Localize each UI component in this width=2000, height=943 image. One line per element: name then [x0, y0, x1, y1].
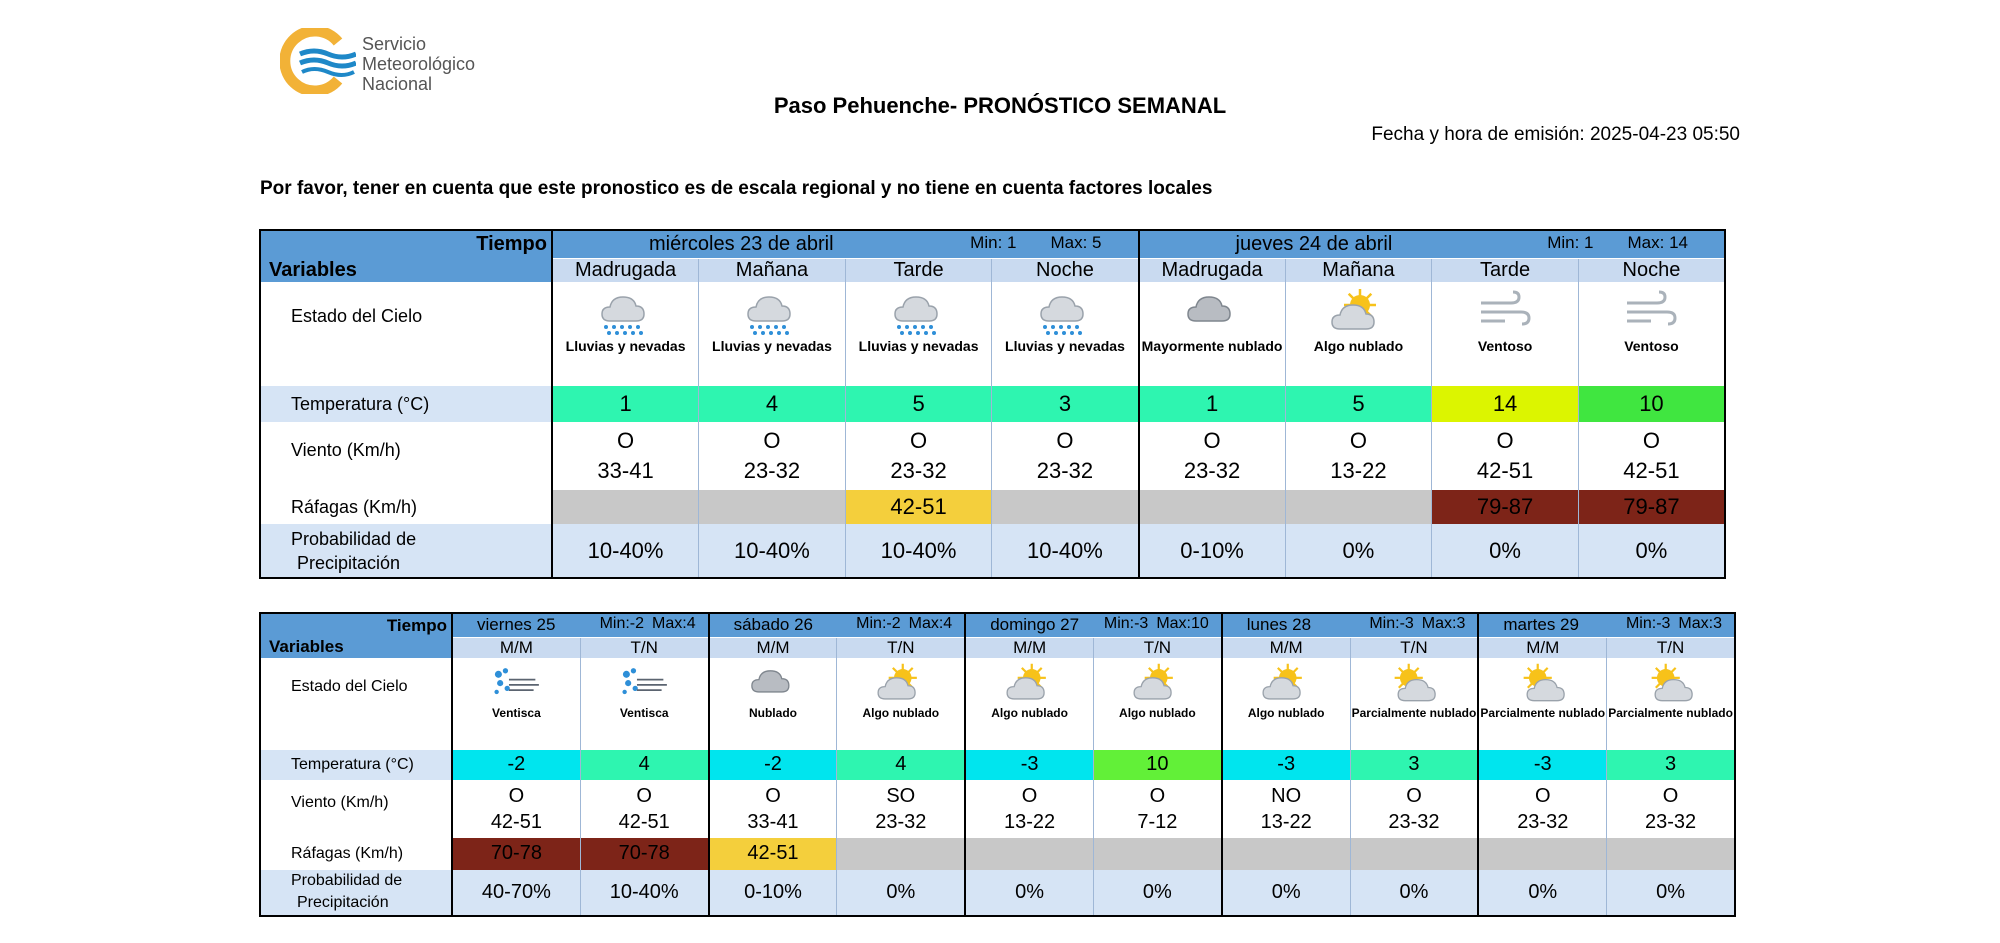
precipitation-cell: 10-40% [699, 524, 846, 578]
temperature-cell: -2 [452, 750, 580, 780]
period-header: T/N [1093, 637, 1221, 658]
sky-cell [1285, 282, 1432, 386]
sky-description: Algo nublado [1313, 338, 1404, 354]
gusts-cell: 70-78 [452, 838, 580, 870]
temperature-cell: 3 [1350, 750, 1478, 780]
blizzard-icon [617, 662, 671, 706]
precipitation-label-line2: Precipitación [297, 894, 389, 911]
precipitation-cell: 0% [1432, 524, 1579, 578]
sky-description: Parcialmente nublado [1608, 705, 1733, 720]
logo-line-3: Nacional [362, 74, 433, 94]
gusts-cell [1222, 838, 1350, 870]
day-max: Max:4 [908, 615, 953, 633]
day-name: jueves 24 de abril [1235, 232, 1393, 255]
sky-cell [1578, 282, 1725, 386]
period-header: Madrugada [1139, 258, 1286, 282]
wind-speed: 23-32 [743, 458, 801, 483]
wind-label: Viento (Km/h) [291, 793, 389, 811]
day-min: Min:-2 [599, 615, 645, 633]
gusts-cell [699, 490, 846, 524]
day-min: Min: 1 [1547, 232, 1594, 252]
day-min: Min:-2 [856, 615, 901, 633]
period-header: T/N [580, 637, 708, 658]
sky-cell [452, 658, 580, 750]
tiempo-header: Tiempo [260, 613, 452, 637]
rain-snow-icon [596, 286, 656, 338]
rain-snow-icon [1035, 286, 1095, 338]
regional-notice: Por favor, tener en cuenta que este pronostico es de escala regional y no tiene en cuenta factores locales [260, 178, 1213, 199]
wind-direction: O [508, 784, 525, 807]
day-min: Min:-3 [1625, 615, 1671, 633]
period-header: Noche [1578, 258, 1725, 282]
wind-cell [709, 780, 837, 838]
temperature-cell: -2 [709, 750, 837, 780]
period-header: M/M [1478, 637, 1606, 658]
wind-direction: O [1349, 428, 1367, 453]
wind-speed: 23-32 [1517, 810, 1569, 833]
partly-sunny-icon [1328, 286, 1388, 338]
day-name: domingo 27 [990, 615, 1080, 635]
wind-speed: 42-51 [1623, 458, 1680, 483]
period-header: T/N [1607, 637, 1735, 658]
day-header [552, 230, 1139, 258]
sky-cell [552, 282, 699, 386]
temperature-label: Temperatura (°C) [260, 750, 452, 780]
wind-direction: O [1642, 428, 1660, 453]
gusts-cell: 79-87 [1578, 490, 1725, 524]
rain-snow-icon [889, 286, 949, 338]
wind-speed: 42-51 [618, 810, 670, 833]
precipitation-label-line1: Probabilidad de [291, 528, 417, 549]
sky-description: Algo nublado [991, 705, 1068, 720]
precipitation-cell: 0% [1093, 870, 1221, 916]
emission-date: Fecha y hora de emisión: 2025-04-23 05:50 [1371, 124, 1740, 145]
wind-direction: O [1021, 784, 1038, 807]
wind-cell [1222, 780, 1350, 838]
partly-cloudy-icon [1387, 662, 1441, 706]
day-header [1139, 230, 1726, 258]
wind-cell [1285, 422, 1432, 490]
period-header: T/N [1350, 637, 1478, 658]
day-header [1222, 613, 1479, 637]
sky-description: Algo nublado [1247, 705, 1325, 720]
sky-cell [1350, 658, 1478, 750]
wind-cell [965, 780, 1093, 838]
sky-description: Lluvias y nevadas [858, 338, 979, 354]
wind-cell [1139, 422, 1286, 490]
sky-cell [580, 658, 708, 750]
logo-text [362, 34, 475, 94]
gusts-cell: 79-87 [1432, 490, 1579, 524]
partly-sunny-icon [1259, 662, 1313, 706]
gusts-cell: 70-78 [580, 838, 708, 870]
wind-cell [552, 422, 699, 490]
precipitation-cell: 0% [1607, 870, 1735, 916]
cloudy-icon [746, 662, 800, 706]
sky-description: Ventisca [619, 705, 669, 720]
logo-line-2: Meteorológico [362, 54, 476, 74]
wind-speed: 23-32 [1645, 810, 1697, 833]
period-header: Noche [992, 258, 1139, 282]
wind-cell [1478, 780, 1606, 838]
wind-speed: 23-32 [1036, 458, 1094, 483]
gusts-cell [1350, 838, 1478, 870]
precipitation-cell: 0-10% [709, 870, 837, 916]
wind-direction: O [1149, 784, 1166, 807]
wind-cell [1350, 780, 1478, 838]
temperature-cell: 5 [1285, 386, 1432, 422]
wind-speed: 42-51 [1476, 458, 1534, 483]
day-header [1478, 613, 1735, 637]
precipitation-cell: 0% [1222, 870, 1350, 916]
sky-description: Ventoso [1624, 338, 1679, 354]
precipitation-cell: 0% [965, 870, 1093, 916]
gusts-cell [1093, 838, 1221, 870]
wind-direction: O [765, 784, 781, 807]
sky-description: Ventisca [492, 705, 541, 720]
day-name: lunes 28 [1246, 615, 1312, 635]
gusts-cell [552, 490, 699, 524]
wind-speed: 13-22 [1260, 810, 1312, 833]
variables-header: Variables [260, 637, 452, 658]
precipitation-cell: 0% [1578, 524, 1725, 578]
forecast-table-days-3-7 [259, 612, 1736, 917]
period-header: Mañana [699, 258, 846, 282]
sky-description: Ventoso [1477, 338, 1533, 354]
day-header [452, 613, 709, 637]
partly-sunny-icon [1003, 662, 1057, 706]
gusts-cell: 42-51 [709, 838, 837, 870]
wind-direction: O [1203, 428, 1221, 453]
wind-speed: 23-32 [1388, 810, 1440, 833]
partly-cloudy-icon [1516, 662, 1570, 706]
cloudy-icon [1182, 286, 1242, 338]
temperature-label: Temperatura (°C) [260, 386, 552, 422]
day-min: Min: 1 [970, 232, 1017, 252]
precipitation-label [260, 870, 452, 916]
precipitation-label-line1: Probabilidad de [291, 872, 403, 889]
precipitation-cell: 10-40% [552, 524, 699, 578]
temperature-cell: 3 [992, 386, 1139, 422]
precipitation-cell: 0% [1478, 870, 1606, 916]
day-name: martes 29 [1503, 615, 1579, 635]
temperature-cell: 1 [552, 386, 699, 422]
title-location: Paso Pehuenche- [773, 93, 964, 118]
gusts-cell: 42-51 [845, 490, 992, 524]
wind-direction: O [1406, 784, 1422, 807]
wind-direction: O [763, 428, 781, 453]
day-max: Max: 5 [1050, 232, 1102, 252]
temperature-cell: 5 [845, 386, 992, 422]
partly-sunny-icon [1130, 662, 1184, 706]
wind-speed: 7-12 [1137, 810, 1178, 833]
temperature-cell: 14 [1432, 386, 1579, 422]
gusts-cell [965, 838, 1093, 870]
wind-cell [1432, 422, 1579, 490]
precipitation-cell: 10-40% [845, 524, 992, 578]
gusts-cell [1139, 490, 1286, 524]
precipitation-cell: 0% [837, 870, 965, 916]
wind-cell [1093, 780, 1221, 838]
blizzard-icon [489, 662, 543, 706]
wind-cell [1578, 422, 1725, 490]
day-name: miércoles 23 de abril [649, 232, 834, 255]
sky-description: Nublado [748, 705, 797, 720]
logo-line-1: Servicio [362, 34, 427, 54]
temperature-cell: 1 [1139, 386, 1286, 422]
sky-cell [992, 282, 1139, 386]
temperature-cell: -3 [1222, 750, 1350, 780]
period-header: T/N [837, 637, 965, 658]
temperature-cell: 3 [1607, 750, 1735, 780]
gusts-label: Ráfagas (Km/h) [291, 496, 418, 517]
tiempo-header: Tiempo [260, 230, 552, 258]
day-min: Min:-3 [1103, 615, 1149, 633]
wind-direction: O [1534, 784, 1551, 807]
sky-description: Parcialmente nublado [1480, 705, 1606, 720]
sky-cell [1139, 282, 1286, 386]
sky-cell [1432, 282, 1579, 386]
precipitation-cell: 10-40% [580, 870, 708, 916]
period-header: Madrugada [552, 258, 699, 282]
temperature-cell: 4 [580, 750, 708, 780]
precipitation-cell: 10-40% [992, 524, 1139, 578]
day-max: Max:3 [1678, 615, 1722, 633]
day-name: sábado 26 [733, 615, 813, 635]
wind-speed: 33-41 [597, 458, 654, 483]
sky-description: Lluvias y nevadas [712, 338, 832, 354]
day-name: viernes 25 [477, 615, 556, 635]
sky-description: Algo nublado [862, 705, 940, 720]
day-max: Max:4 [652, 615, 696, 633]
forecast-table-days-1-2 [259, 229, 1726, 579]
wind-direction: O [1662, 784, 1679, 807]
wind-speed: 23-32 [1183, 458, 1241, 483]
wind-label: Viento (Km/h) [291, 440, 401, 460]
precipitation-label-line2: Precipitación [297, 552, 401, 573]
wind-cell [845, 422, 992, 490]
temperature-cell: 4 [837, 750, 965, 780]
day-min: Min:-3 [1369, 615, 1414, 633]
gusts-cell [1607, 838, 1735, 870]
sky-description: Parcialmente nublado [1351, 705, 1477, 720]
period-header: M/M [709, 637, 837, 658]
gusts-cell [1478, 838, 1606, 870]
gusts-label: Ráfagas (Km/h) [291, 844, 404, 862]
precipitation-cell: 0% [1285, 524, 1432, 578]
partly-cloudy-icon [1644, 662, 1698, 706]
wind-direction: SO [886, 784, 916, 807]
sky-cell [1607, 658, 1735, 750]
wind-direction: O [1496, 428, 1514, 453]
page-title [0, 93, 2000, 119]
rain-snow-icon [742, 286, 802, 338]
temperature-cell: -3 [965, 750, 1093, 780]
wind-icon [1475, 286, 1535, 338]
title-main: PRONÓSTICO SEMANAL [963, 93, 1227, 118]
sky-description: Mayormente nublado [1141, 338, 1283, 354]
day-max: Max:10 [1156, 615, 1209, 633]
precipitation-cell: 0% [1350, 870, 1478, 916]
wind-icon [1621, 286, 1681, 338]
wind-speed: 13-22 [1330, 458, 1387, 483]
sky-cell [1093, 658, 1221, 750]
day-max: Max:3 [1421, 615, 1466, 633]
wind-speed: 33-41 [747, 810, 799, 833]
wind-direction: NO [1271, 784, 1302, 807]
wind-cell [837, 780, 965, 838]
partly-sunny-icon [874, 662, 928, 706]
sky-cell [965, 658, 1093, 750]
wind-direction: O [617, 428, 635, 453]
period-header: M/M [1222, 637, 1350, 658]
wind-cell [992, 422, 1139, 490]
temperature-cell: 10 [1093, 750, 1221, 780]
wind-direction: O [636, 784, 652, 807]
temperature-cell: 4 [699, 386, 846, 422]
gusts-cell [1285, 490, 1432, 524]
period-header: Mañana [1285, 258, 1432, 282]
gusts-cell [992, 490, 1139, 524]
day-header [965, 613, 1222, 637]
wind-cell [1607, 780, 1735, 838]
sky-cell [845, 282, 992, 386]
precipitation-label [260, 524, 552, 578]
sky-cell [1222, 658, 1350, 750]
day-header [709, 613, 966, 637]
smn-logo [280, 28, 520, 98]
precipitation-cell: 40-70% [452, 870, 580, 916]
period-header: M/M [452, 637, 580, 658]
sky-description: Lluvias y nevadas [1005, 338, 1125, 354]
wind-speed: 23-32 [875, 810, 927, 833]
gusts-cell [837, 838, 965, 870]
temperature-cell: 10 [1578, 386, 1725, 422]
sky-cell [699, 282, 846, 386]
day-max: Max: 14 [1627, 232, 1688, 252]
sky-cell [837, 658, 965, 750]
wind-speed: 23-32 [890, 458, 947, 483]
sky-description: Lluvias y nevadas [565, 338, 686, 354]
temperature-cell: -3 [1478, 750, 1606, 780]
period-header: Tarde [1432, 258, 1579, 282]
sky-label: Estado del Cielo [291, 677, 408, 695]
wind-cell [699, 422, 846, 490]
variables-header: Variables [260, 258, 552, 282]
sky-cell [1478, 658, 1606, 750]
wind-cell [452, 780, 580, 838]
sky-description: Algo nublado [1119, 705, 1196, 720]
precipitation-cell: 0-10% [1139, 524, 1286, 578]
period-header: M/M [965, 637, 1093, 658]
wind-speed: 42-51 [490, 810, 542, 833]
wind-cell [580, 780, 708, 838]
wind-direction: O [910, 428, 928, 453]
sky-cell [709, 658, 837, 750]
sky-label: Estado del Cielo [291, 306, 423, 326]
wind-speed: 13-22 [1004, 810, 1056, 833]
period-header: Tarde [845, 258, 992, 282]
wind-direction: O [1056, 428, 1074, 453]
smn-logo-icon [280, 28, 356, 94]
